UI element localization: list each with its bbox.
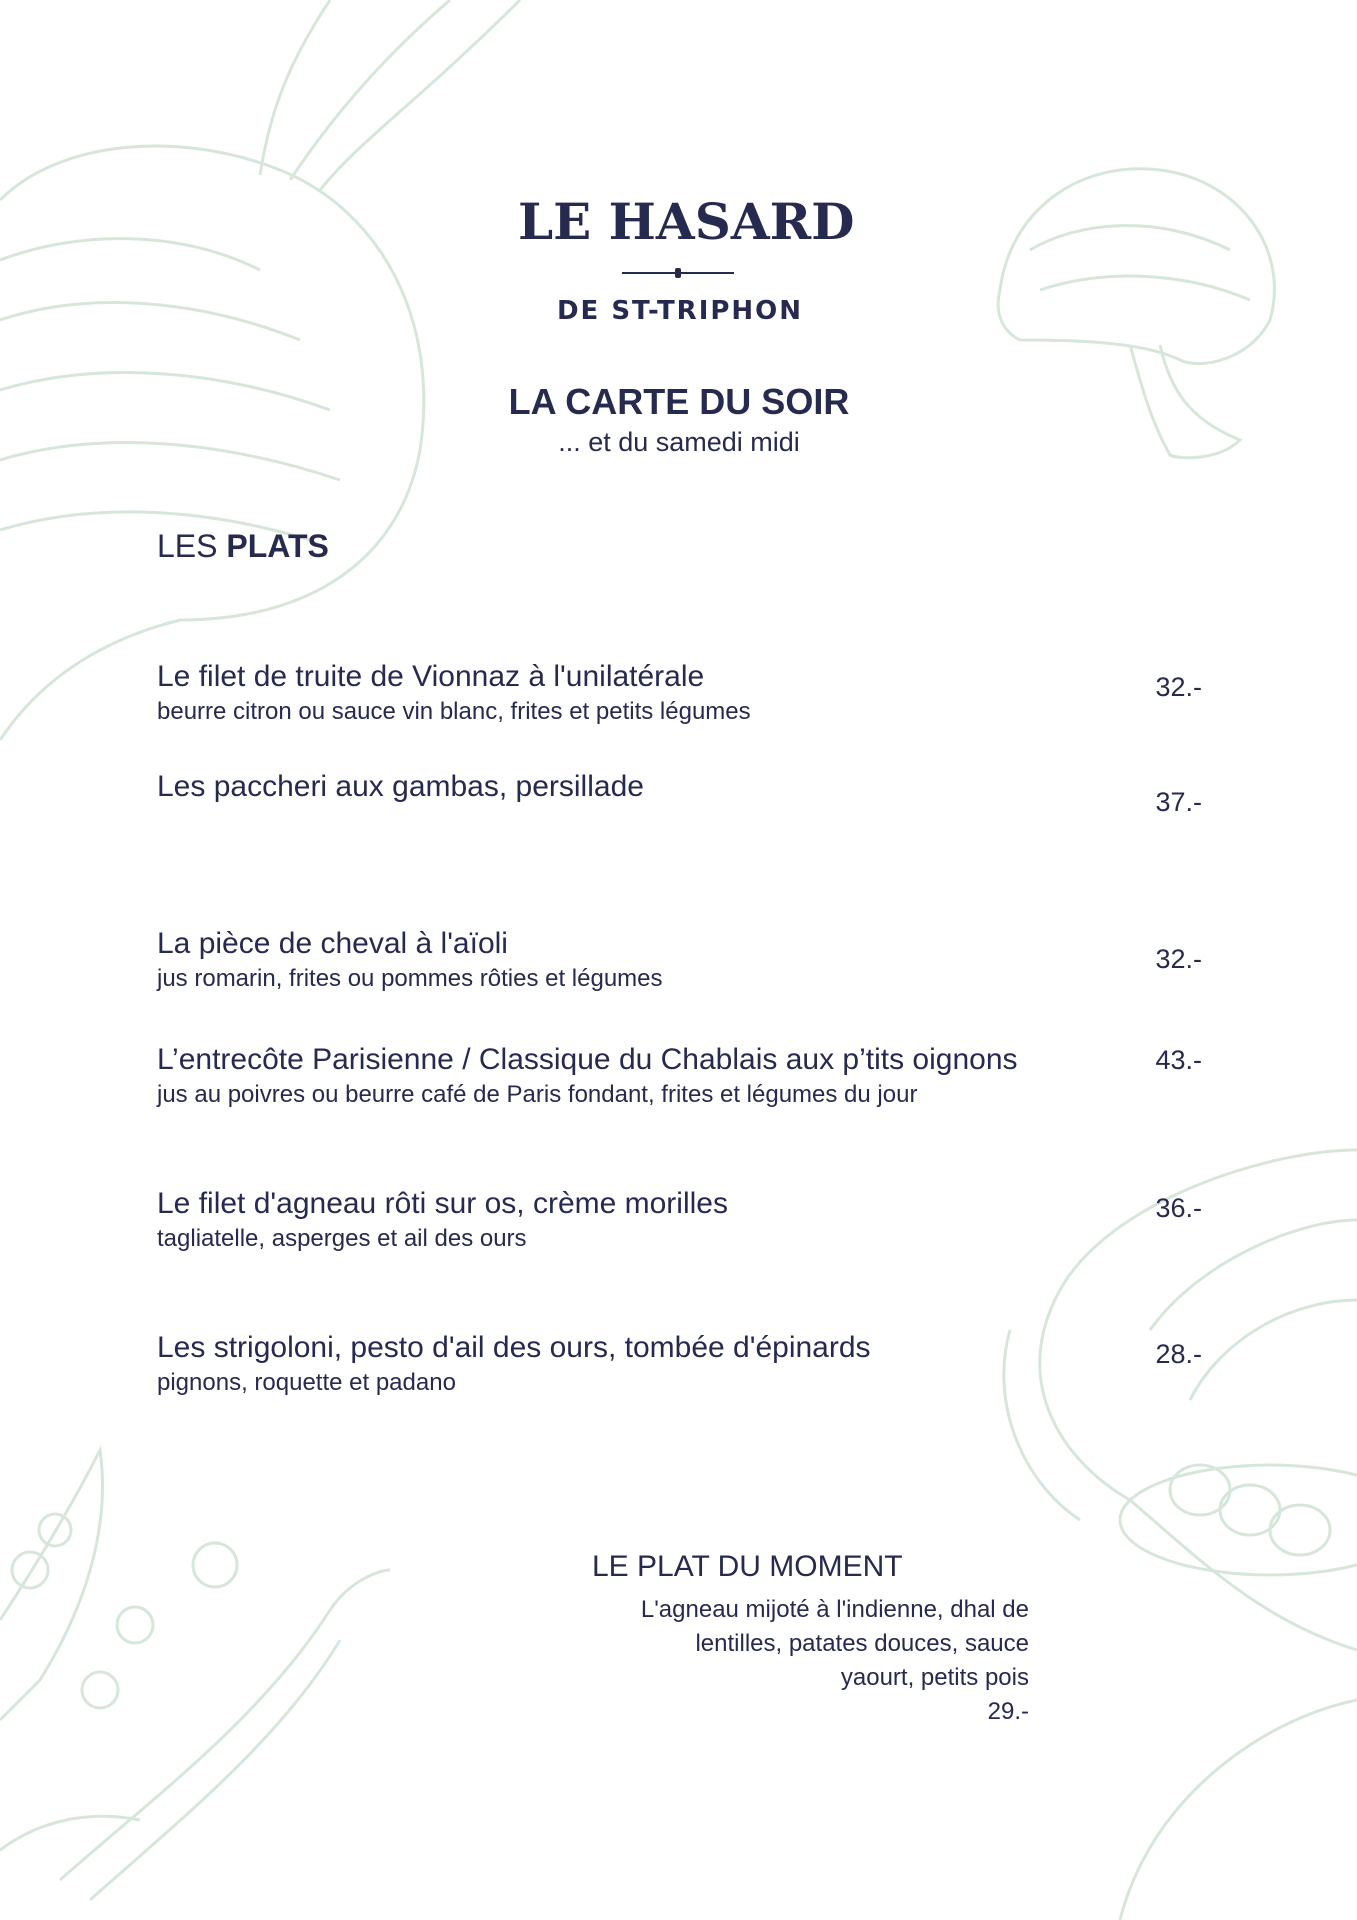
radish-illustration	[0, 0, 520, 740]
menu-title: LA CARTE DU SOIR	[508, 381, 850, 422]
section-heading	[157, 528, 329, 565]
peas-illustration	[0, 1450, 390, 1900]
menu-item	[157, 1187, 1257, 1253]
special-line: L'agneau mijoté à l'indienne, dhal de	[640, 1596, 1029, 1623]
section-heading-bold: PLATS	[226, 528, 329, 564]
special-line: lentilles, patates douces, sauce	[695, 1630, 1029, 1657]
special-line: yaourt, petits pois	[840, 1664, 1029, 1691]
dish-name: Le filet d'agneau rôti sur os, crème morilles	[157, 1187, 728, 1220]
menu-item	[157, 660, 1257, 726]
dish-price: 32.-	[1155, 672, 1202, 702]
dish-name: L’entrecôte Parisienne / Classique du Chablais aux p’tits oignons	[157, 1043, 1018, 1076]
dish-name: La pièce de cheval à l'aïoli	[157, 927, 508, 960]
dish-price: 28.-	[1155, 1339, 1202, 1369]
menu-subtitle: ... et du samedi midi	[558, 427, 800, 457]
dish-name: Les paccheri aux gambas, persillade	[157, 770, 644, 803]
dish-description: tagliatelle, asperges et ail des ours	[157, 1225, 527, 1252]
dish-description: pignons, roquette et padano	[157, 1369, 456, 1396]
dish-price: 37.-	[1155, 787, 1202, 817]
special-title: LE PLAT DU MOMENT	[592, 1550, 903, 1583]
menu-item	[157, 770, 1257, 804]
dish-description: jus au poivres ou beurre café de Paris fondant, frites et légumes du jour	[157, 1081, 918, 1108]
ornament-dot	[675, 268, 681, 278]
menu-item	[157, 1331, 1257, 1397]
dish-description: jus romarin, frites ou pommes rôties et légumes	[157, 965, 663, 992]
special-description	[529, 1593, 1029, 1729]
restaurant-subname: DE ST-TRIPHON	[556, 296, 804, 326]
dish-name: Les strigoloni, pesto d'ail des ours, tombée d'épinards	[157, 1331, 871, 1364]
dish-name: Le filet de truite de Vionnaz à l'unilatérale	[157, 660, 705, 693]
dish-price: 43.-	[1155, 1045, 1202, 1075]
menu-item	[157, 1043, 1257, 1109]
dish-description: beurre citron ou sauce vin blanc, frites et petits légumes	[157, 698, 751, 725]
dish-price: 36.-	[1155, 1193, 1202, 1223]
restaurant-name	[518, 192, 855, 254]
mushroom-illustration	[998, 169, 1274, 458]
section-heading-prefix: LES	[157, 528, 218, 564]
restaurant-name-text: LE HASARD	[518, 192, 855, 251]
menu-item	[157, 927, 1257, 993]
special-price: 29.-	[987, 1698, 1029, 1725]
corn-illustration	[1004, 1150, 1357, 1920]
dish-price: 32.-	[1155, 944, 1202, 974]
